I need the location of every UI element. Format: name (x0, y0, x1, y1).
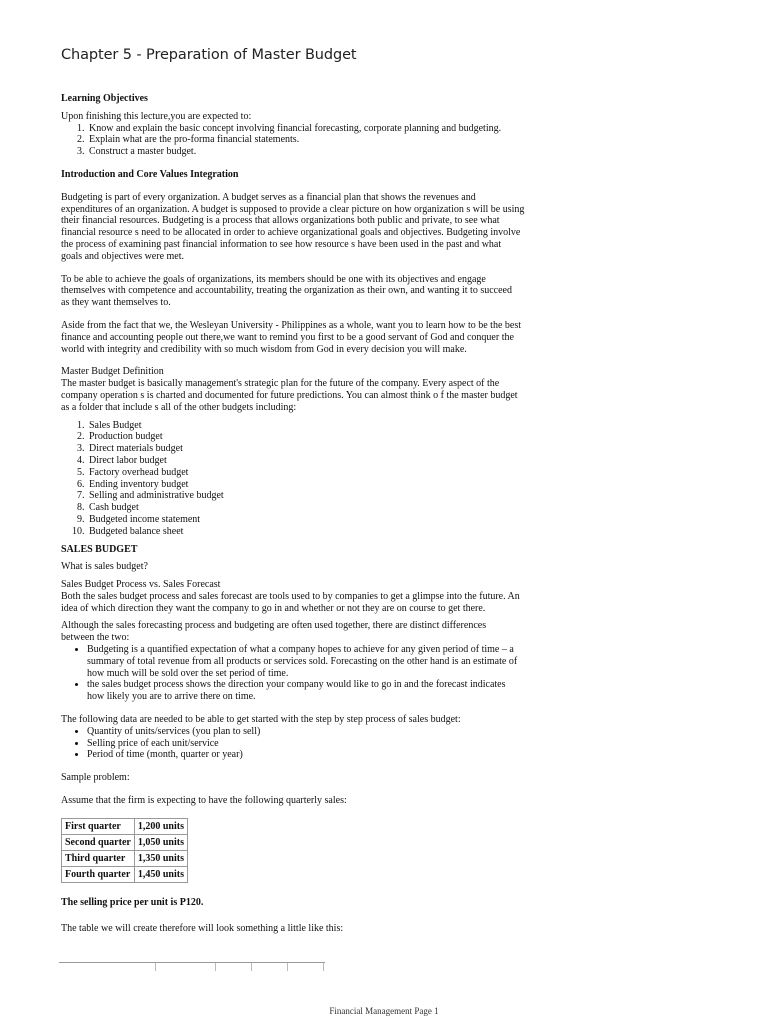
master-budget-heading: Master Budget Definition (61, 366, 164, 378)
text-line: between the two: (61, 632, 130, 644)
text-line: Aside from the fact that we, the Wesleyan University - Philippines as a whole, want you to learn how to be the best (61, 319, 522, 331)
table-cell: Second quarter (62, 834, 135, 850)
budget-item: 3. Direct materials budget (87, 443, 531, 455)
text-line: how likely you are to arrive there on time. (87, 691, 256, 703)
text-line: Budgeting is part of every organization. A budget serves as a financial plan that shows the revenues and (61, 191, 476, 203)
introduction-heading: Introduction and Core Values Integration (61, 168, 239, 180)
objectives-intro: Upon finishing this lecture,you are expected to: (61, 110, 252, 122)
table-row (62, 818, 188, 834)
table-divider (251, 963, 252, 971)
data-needed-list (61, 726, 531, 761)
data-item: • Selling price of each unit/service (87, 738, 531, 750)
objective-item: 3. Construct a master budget. (87, 146, 531, 158)
intro-paragraph-2 (61, 274, 531, 309)
sales-process-subheading: Sales Budget Process vs. Sales Forecast (61, 579, 221, 591)
data-item: • Quantity of units/services (you plan to sell) (87, 726, 531, 738)
table-row (62, 850, 188, 866)
table-cell: Third quarter (62, 850, 135, 866)
table-cell: 1,200 units (134, 818, 187, 834)
objectives-list (61, 123, 531, 158)
objective-item: 2. Explain what are the pro-forma financial statements. (87, 134, 531, 146)
quarterly-sales-table (61, 818, 188, 883)
learning-objectives-heading: Learning Objectives (61, 93, 148, 104)
intro-paragraph-3 (61, 320, 531, 355)
text-line: the process of examining past financial information to see how resource s have been used in the past and what (61, 238, 502, 250)
table-row (62, 866, 188, 882)
text-line: idea of which direction they want the company to go in and whether or not they are on course to get there. (61, 602, 486, 614)
text-line: expenditures of an organization. A budget is supposed to provide a clear picture on how organization s will be using (61, 203, 525, 215)
text-line: as they want themselves to. (61, 297, 171, 309)
budget-list (61, 420, 531, 538)
difference-item (87, 644, 531, 679)
text-line: company operation s is charted and documented for future predictions. You can almost think o f the master budget (61, 389, 518, 401)
budget-item: 5. Factory overhead budget (87, 467, 531, 479)
sales-budget-heading: SALES BUDGET (61, 543, 138, 555)
text-line: goals and objectives were met. (61, 250, 185, 262)
text-line: Although the sales forecasting process and budgeting are often used together, there are distinct differences (61, 620, 487, 632)
budget-item: 6. Ending inventory budget (87, 479, 531, 491)
budget-item: 9. Budgeted income statement (87, 514, 531, 526)
table-cell: 1,050 units (134, 834, 187, 850)
budget-item: 8. Cash budget (87, 502, 531, 514)
text-line: To be able to achieve the goals of organizations, its members should be one with its objectives and engage (61, 273, 486, 285)
table-row (62, 834, 188, 850)
text-line: summary of total revenue from all products or services sold. Forecasting on the other hand is an estimate of (87, 655, 518, 667)
page-footer: Financial Management Page 1 (329, 1006, 439, 1016)
budget-item: 7. Selling and administrative budget (87, 490, 531, 502)
document-body (61, 93, 531, 934)
intro-paragraph-1 (61, 192, 531, 263)
table-cell: 1,350 units (134, 850, 187, 866)
text-line: Budgeting is a quantified expectation of what a company hopes to achieve for any given period of time – a (87, 644, 514, 656)
table-divider (215, 963, 216, 971)
table-divider (323, 963, 324, 971)
text-line: The master budget is basically management's strategic plan for the future of the company. Every aspect of the (61, 378, 500, 390)
table-intro-text: The table we will create therefore will look something a little like this: (61, 922, 344, 934)
budget-item: 2. Production budget (87, 431, 531, 443)
text-line: Both the sales budget process and sales forecast are tools used to by companies to get a glimpse into the future. An (61, 590, 520, 602)
table-cell: 1,450 units (134, 866, 187, 882)
text-line: how much will be sold over the set period of time. (87, 667, 289, 679)
objective-item: 1. Know and explain the basic concept involving financial forecasting, corporate planning and budgeting. (87, 123, 531, 135)
table-cell: Fourth quarter (62, 866, 135, 882)
text-line: the sales budget process shows the direction your company would like to go in and the forecast indicates (87, 679, 506, 691)
table-cell: First quarter (62, 818, 135, 834)
text-line: financial resource s need to be allocated in order to achieve organizational goals and objectives. Budgeting involve (61, 227, 521, 239)
sales-budget-question: What is sales budget? (61, 561, 148, 573)
sample-problem-label: Sample problem: (61, 772, 130, 784)
difference-item (87, 679, 531, 703)
text-line: themselves with competence and accountability, treating the organization as their own, and wanting it to succeed (61, 285, 512, 297)
text-line: their financial resources. Budgeting is a process that allows organizations both public and private, to see what (61, 215, 500, 227)
page-title: Chapter 5 - Preparation of Master Budget (61, 47, 357, 63)
selling-price-text: The selling price per unit is P120. (61, 896, 204, 908)
data-intro: The following data are needed to be able to get started with the step by step process of sales budget: (61, 714, 461, 726)
table-divider (155, 963, 156, 971)
table-preview-edge (59, 962, 325, 971)
table-divider (287, 963, 288, 971)
text-line: as a folder that include s all of the other budgets including: (61, 401, 297, 413)
text-line: world with integrity and credibility with so much wisdom from God in every decision you will make. (61, 343, 467, 355)
data-item: • Period of time (month, quarter or year) (87, 749, 531, 761)
budget-item: 1. Sales Budget (87, 420, 531, 432)
budget-item: 4. Direct labor budget (87, 455, 531, 467)
text-line: finance and accounting people out there,we want to remind you first to be a good servant of God and conquer the (61, 331, 514, 343)
differences-list (61, 644, 531, 703)
budget-item: 10. Budgeted balance sheet (87, 526, 531, 538)
assume-text: Assume that the firm is expecting to have the following quarterly sales: (61, 795, 347, 807)
